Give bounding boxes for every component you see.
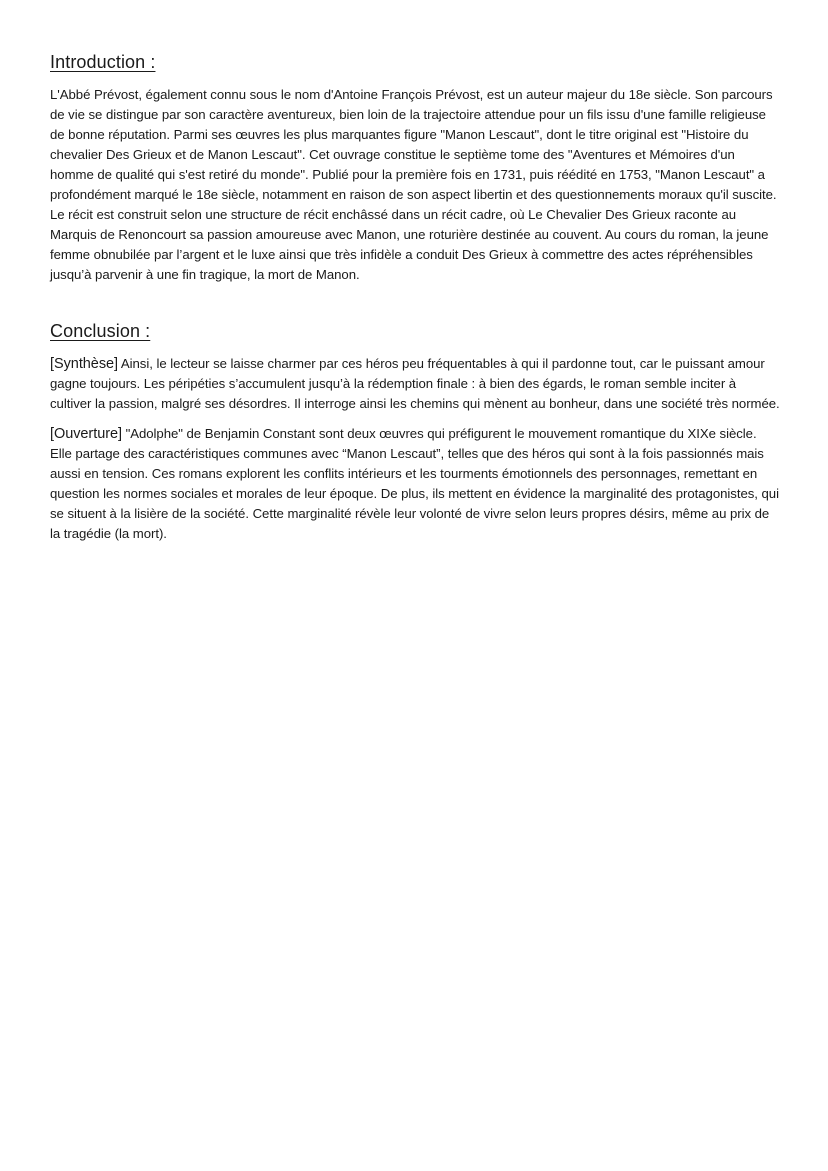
introduction-paragraph: L'Abbé Prévost, également connu sous le nom d'Antoine François Prévost, est un auteur majeur du 18e siècle. Son parcours de vie se distingue par son caractère aventureux, bien loin de la trajectoire attendue pour un fils issu d'une famille religieuse de bonne réputation. Parmi ses œuvres les plus marquantes figure "Manon Lescaut", dont le titre original est "Histoire du chevalier Des Grieux et de Manon Lescaut". Cet ouvrage constitue le septième tome des "Aventures et Mémoires d'un homme de qualité qui s'est retiré du monde". Publié pour la première fois en 1731, puis réédité en 1753, "Manon Lescaut" a profondément marqué le 18e siècle, notamment en raison de son aspect libertin et des questionnements moraux qu'il suscite. Le récit est construit selon une structure de récit enchâssé dans un récit cadre, où Le Chevalier Des Grieux raconte au Marquis de Renoncourt sa passion amoureuse avec Manon, une roturière destinée au couvent. Au cours du roman, la jeune femme obnubilée par l’argent et le luxe ainsi que très infidèle a conduit Des Grieux à commettre des actes répréhensibles jusqu’à parvenir à une fin tragique, la mort de Manon. — [50, 87, 777, 282]
synthese-text: Ainsi, le lecteur se laisse charmer par ces héros peu fréquentables à qui il pardonne tout, car le puissant amour gagne toujours. Les péripéties s’accumulent jusqu’à la rédemption finale : à bien des égards, le roman semble inciter à cultiver la passion, malgré ses désordres. Il interroge ainsi les chemins qui mènent au bonheur, dans une société très normée. — [50, 356, 780, 411]
ouverture-tag: [Ouverture] — [50, 426, 122, 442]
introduction-heading: Introduction : — [50, 52, 156, 72]
introduction-section — [50, 52, 780, 285]
ouverture-paragraph — [50, 424, 780, 544]
document-page — [50, 52, 780, 544]
ouverture-text: "Adolphe" de Benjamin Constant sont deux œuvres qui préfigurent le mouvement romantique du XIXe siècle. Elle partage des caractéristiques communes avec “Manon Lescaut”, telles que des héros qui sont à la fois passionnés mais aussi en tension. Ces romans explorent les conflits intérieurs et les tourments émotionnels des personnages, remettant en question les normes sociales et morales de leur époque. De plus, ils mettent en évidence la marginalité des protagonistes, qui se situent à la lisière de la société. Cette marginalité révèle leur volonté de vivre selon leurs propres désirs, même au prix de la tragédie (la mort). — [50, 426, 779, 541]
synthese-tag: [Synthèse] — [50, 356, 119, 372]
conclusion-heading: Conclusion : — [50, 321, 151, 341]
conclusion-section — [50, 321, 780, 544]
synthese-paragraph — [50, 354, 780, 414]
